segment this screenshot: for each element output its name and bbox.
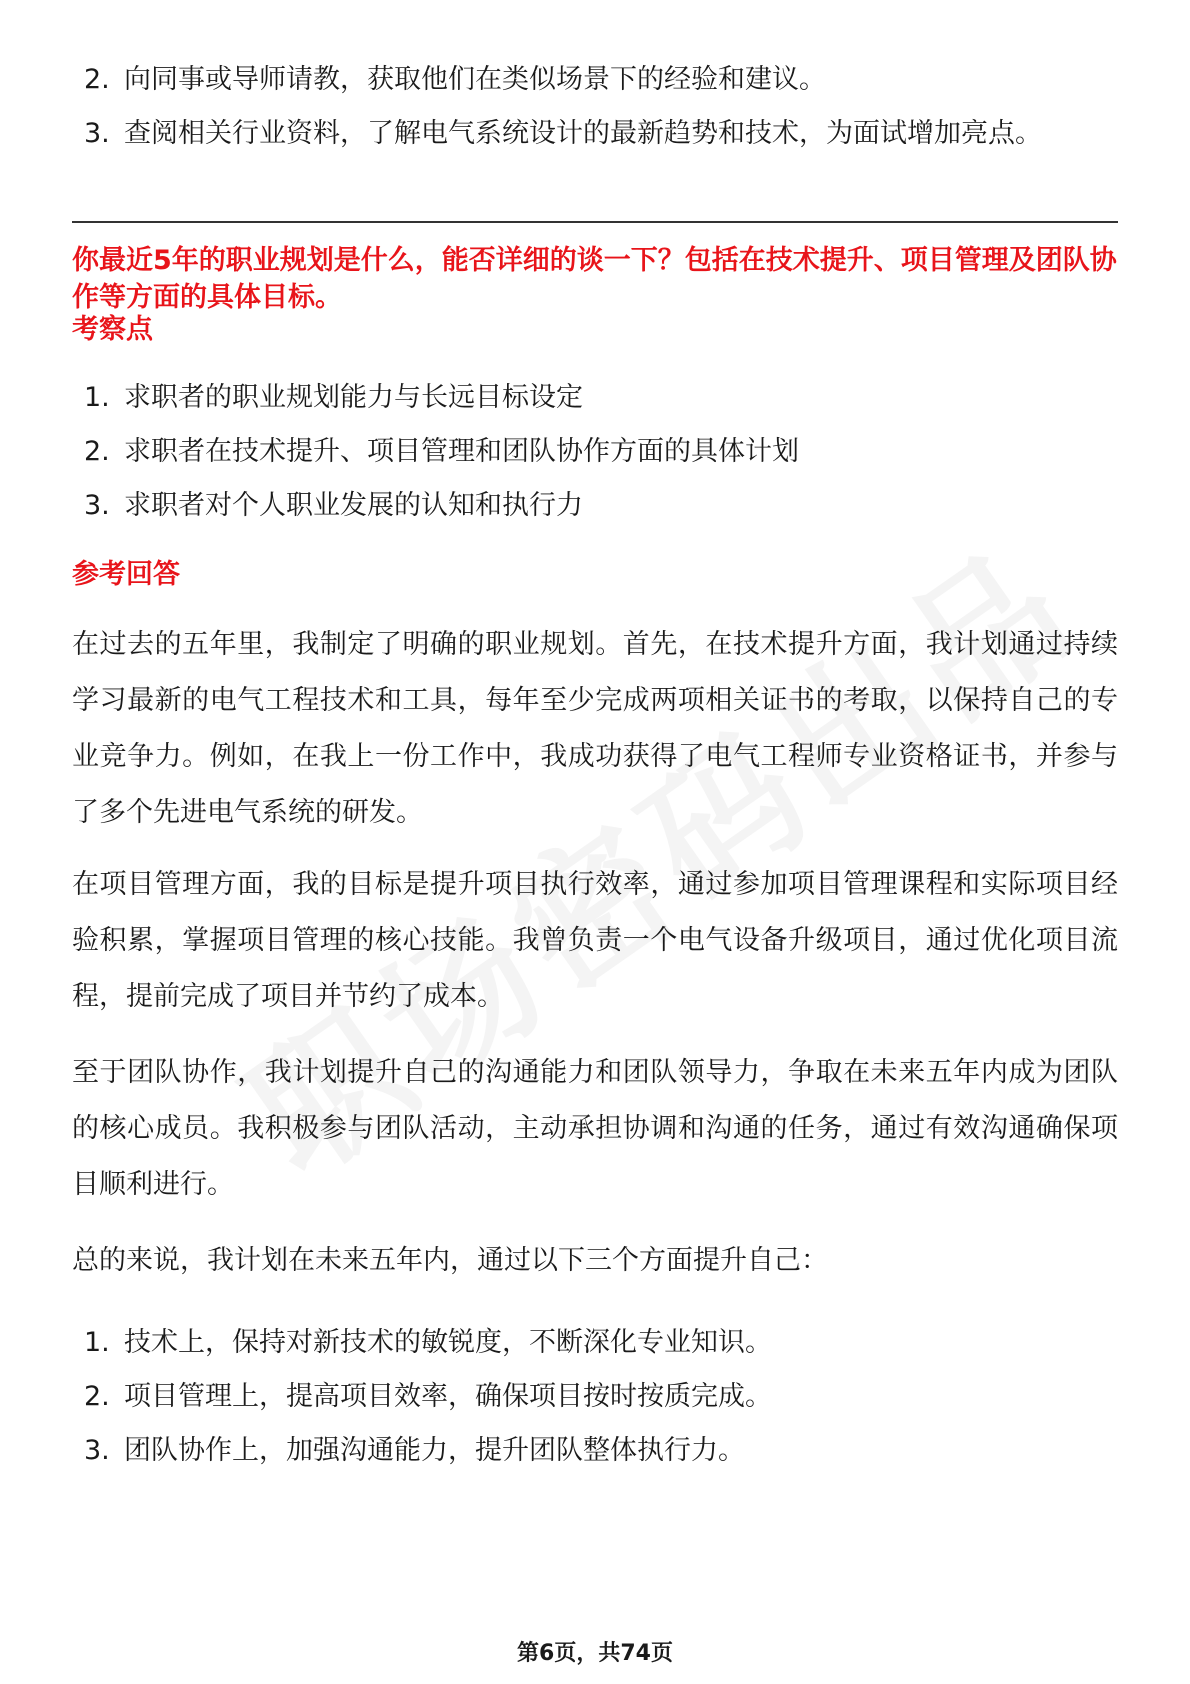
answer-paragraph: 总的来说，我计划在未来五年内，通过以下三个方面提升自己： [72,1245,828,1276]
examine-heading: 考察点 [72,314,153,345]
list-number: 1. [84,382,110,413]
list-item [84,488,583,524]
answer-heading: 参考回答 [72,559,180,590]
list-item [84,1379,772,1415]
list-item [84,434,799,470]
list-item [84,116,1042,152]
section-divider [72,221,1118,223]
list-number: 3. [84,118,110,149]
list-text: 求职者在技术提升、项目管理和团队协作方面的具体计划 [124,436,799,467]
answer-paragraph: 在过去的五年里，我制定了明确的职业规划。首先，在技术提升方面，我计划通过持续学习最新的电气工程技术和工具，每年至少完成两项相关证书的考取，以保持自己的专业竞争力。例如，在我上一份工作中，我成功获得了电气工程师专业资格证书，并参与了多个先进电气系统的研发。 [72,629,1118,828]
list-number: 3. [84,1435,110,1466]
list-number: 2. [84,1381,110,1412]
list-text: 技术上，保持对新技术的敏锐度，不断深化专业知识。 [124,1327,772,1358]
answer-paragraph: 至于团队协作，我计划提升自己的沟通能力和团队领导力，争取在未来五年内成为团队的核心成员。我积极参与团队活动，主动承担协调和沟通的任务，通过有效沟通确保项目顺利进行。 [72,1057,1118,1200]
list-text: 求职者对个人职业发展的认知和执行力 [124,490,583,521]
list-item [84,62,826,98]
list-item [84,1325,772,1361]
list-item [84,380,583,416]
list-text: 团队协作上，加强沟通能力，提升团队整体执行力。 [124,1435,745,1466]
list-text: 查阅相关行业资料，了解电气系统设计的最新趋势和技术，为面试增加亮点。 [124,118,1042,149]
list-item [84,1433,745,1469]
list-text: 项目管理上，提高项目效率，确保项目按时按质完成。 [124,1381,772,1412]
question-heading: 你最近5年的职业规划是什么，能否详细的谈一下？包括在技术提升、项目管理及团队协作等方面的具体目标。 [72,245,1117,313]
list-number: 2. [84,436,110,467]
list-number: 2. [84,64,110,95]
page-footer: 第6页，共74页 [517,1641,673,1666]
list-text: 求职者的职业规划能力与长远目标设定 [124,382,583,413]
list-number: 3. [84,490,110,521]
list-text: 向同事或导师请教，获取他们在类似场景下的经验和建议。 [124,64,826,95]
list-number: 1. [84,1327,110,1358]
answer-paragraph: 在项目管理方面，我的目标是提升项目执行效率，通过参加项目管理课程和实际项目经验积累，掌握项目管理的核心技能。我曾负责一个电气设备升级项目，通过优化项目流程，提前完成了项目并节约了成本。 [72,869,1118,1012]
